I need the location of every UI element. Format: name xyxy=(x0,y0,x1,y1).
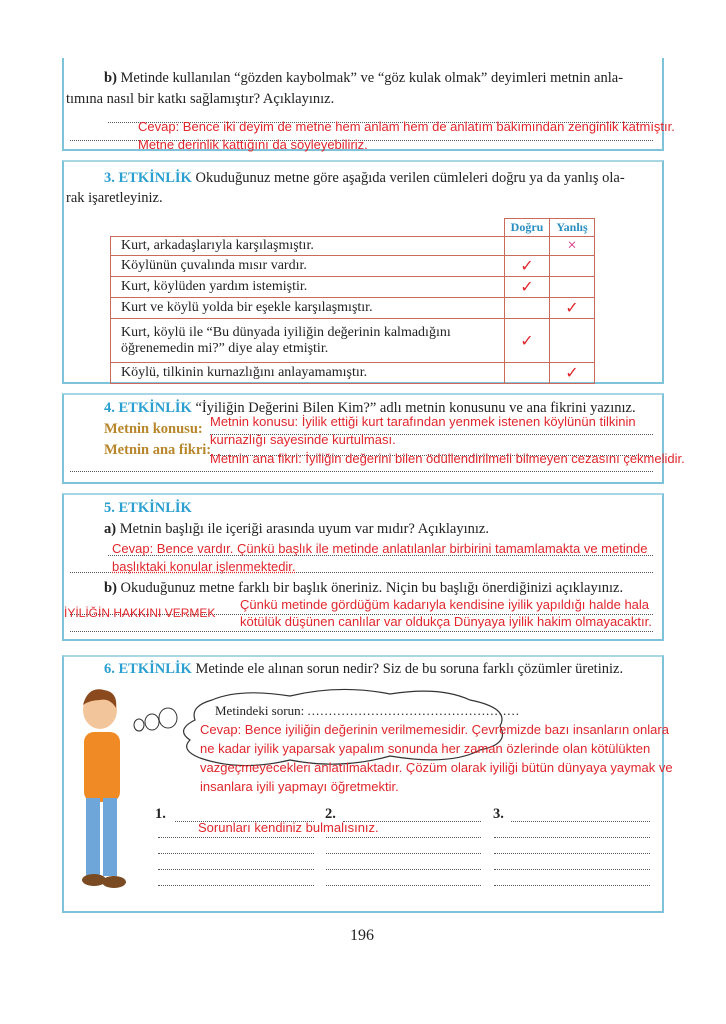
col-true-header: Doğru xyxy=(505,219,550,237)
table-row xyxy=(111,319,595,363)
answer-line xyxy=(70,631,653,632)
q-text: Metnin başlığı ile içeriği arasında uyum var mıdır? Açıklayınız. xyxy=(119,521,489,537)
cross-mark-icon: × xyxy=(567,237,577,254)
answer-text: Cevap: Bence iyiliğin değerinin verilmemesidir. Çevremizde bazı insanların onlara xyxy=(200,722,669,737)
answer-text: başlıktaki konular işlenmektedir. xyxy=(112,559,296,574)
activity-title: 3. ETKİNLİK xyxy=(104,170,192,186)
bubble-dot xyxy=(134,719,144,731)
statement xyxy=(111,237,505,256)
suggested-title: İYİLİĞİN HAKKINI VERMEK xyxy=(64,606,216,620)
answer-text: Sorunları kendiniz bulmalısınız. xyxy=(198,820,379,835)
label: b) xyxy=(104,70,117,86)
solution-number: 3. xyxy=(493,806,504,822)
check-mark-icon: ✓ xyxy=(565,300,579,317)
col-false-header: Yanlış xyxy=(550,219,595,237)
answer-text: Cevap: Bence iki deyim de metne hem anlam hem de anlatım bakımından zenginlik katmıştır. xyxy=(138,119,675,134)
solution-number: 2. xyxy=(325,806,336,822)
activity-title: 6. ETKİNLİK xyxy=(104,661,192,677)
answer-text: Çünkü metinde gördüğüm kadarıyla kendisine iyilik yapıldığı halde hala xyxy=(240,597,650,612)
cell-false[interactable] xyxy=(550,319,595,363)
cell-true[interactable] xyxy=(505,237,550,256)
cell-false[interactable] xyxy=(550,237,595,256)
q-text: Metinde kullanılan “gözden kaybolmak” ve “göz kulak olmak” deyimleri metnin anla- xyxy=(120,70,624,86)
answer-text: vazgeçmeyecekleri anlatılmaktadır. Çözüm olarak iyiliği bütün dünyaya yaymak ve xyxy=(200,760,673,775)
solution-line xyxy=(494,837,650,838)
table-row xyxy=(111,298,595,319)
answer-text: kurnazlığı sayesinde kurtulması. xyxy=(210,432,396,447)
solution-line xyxy=(494,869,650,870)
cell-true[interactable] xyxy=(505,319,550,363)
answer-line xyxy=(70,471,653,472)
answer-text: kötülük düşünen canlılar var oldukça Dünyaya iyilik hakim olmayacaktır. xyxy=(240,614,652,629)
topic-label: Metnin konusu: xyxy=(104,421,203,437)
solution-line xyxy=(158,885,314,886)
solution-line xyxy=(158,837,314,838)
activity-3-question xyxy=(104,170,625,187)
statement xyxy=(111,363,505,384)
cell-false[interactable] xyxy=(550,256,595,277)
q-text: Okuduğunuz metne göre aşağıda verilen cümleleri doğru ya da yanlış ola- xyxy=(195,170,625,186)
q-text: “İyiliğin Değerini Bilen Kim?” adlı metnin konusunu ve ana fikrini yazınız. xyxy=(195,400,636,416)
solution-line xyxy=(494,853,650,854)
bubble-text: Metindeki sorun: xyxy=(215,703,305,718)
bubble-label: Metindeki sorun: .................................................. xyxy=(215,703,520,718)
bubble-dot xyxy=(145,714,159,730)
boy-icon xyxy=(82,689,126,888)
cell-true[interactable] xyxy=(505,277,550,298)
q-text-2: rak işaretleyiniz. xyxy=(66,190,163,206)
activity-title: 5. ETKİNLİK xyxy=(104,500,192,516)
answer-text: Metne derinlik kattığını da söyleyebiliriz. xyxy=(138,137,368,152)
solution-line xyxy=(326,837,481,838)
question-2b xyxy=(104,70,623,87)
cell-false[interactable] xyxy=(550,298,595,319)
solution-line xyxy=(326,869,481,870)
cell-true[interactable] xyxy=(505,363,550,384)
table-row xyxy=(111,237,595,256)
check-mark-icon: ✓ xyxy=(565,365,579,382)
table-row xyxy=(111,363,595,384)
check-mark-icon: ✓ xyxy=(520,332,534,350)
statement-text: Kurt, köylüden yardım istemiştir. xyxy=(121,279,308,294)
page-number: 196 xyxy=(350,927,374,944)
solution-number: 1. xyxy=(155,806,166,822)
cell-false[interactable] xyxy=(550,277,595,298)
q-text: Metinde ele alınan sorun nedir? Siz de bu soruna farklı çözümler üretiniz. xyxy=(195,661,624,677)
label: b) xyxy=(104,580,117,596)
check-mark-icon: ✓ xyxy=(520,258,534,275)
solution-line xyxy=(326,885,481,886)
check-mark-icon: ✓ xyxy=(520,279,534,296)
cell-false[interactable] xyxy=(550,363,595,384)
table-row xyxy=(111,277,595,298)
answer-text: Cevap: Bence vardır. Çünkü başlık ile metinde anlatılanlar birbirini tamamlamakta ve metinde xyxy=(112,541,648,556)
statement xyxy=(111,277,505,298)
label: a) xyxy=(104,521,117,537)
question-5b xyxy=(104,580,623,597)
statement-text: Kurt, köylü ile “Bu dünyada iyiliğin değerinin kalmadığını xyxy=(121,324,451,340)
statement xyxy=(111,319,505,363)
statement xyxy=(111,256,505,277)
answer-text: ne kadar iyilik yaparsak yapalım sonunda her zaman özlerinde olan kötülükten xyxy=(200,741,651,756)
solution-line xyxy=(158,869,314,870)
statement-text: Köylü, tilkinin kurnazlığını anlayamamıştır. xyxy=(121,365,368,380)
q-text-2: tımına nasıl bir katkı sağlamıştır? Açıklayınız. xyxy=(66,91,335,107)
statement-text: Kurt, arkadaşlarıyla karşılaşmıştır. xyxy=(121,238,314,253)
statement-text: öğrenemedin mi?” diye alay etmiştir. xyxy=(121,340,329,356)
answer-text: Metnin konusu: İyilik ettiği kurt tarafından yenmek istenen köylünün tilkinin xyxy=(210,414,636,429)
main-idea-label: Metnin ana fikri: xyxy=(104,442,212,458)
activity-6-question xyxy=(104,661,623,678)
cell-true[interactable] xyxy=(505,298,550,319)
solution-line xyxy=(511,821,650,822)
activity-title: 4. ETKİNLİK xyxy=(104,400,192,416)
table-row xyxy=(111,256,595,277)
q-text: Okuduğunuz metne farklı bir başlık öneriniz. Niçin bu başlığı önerdiğinizi açıklayınız. xyxy=(120,580,624,596)
bubble-dot xyxy=(159,708,177,728)
cell-true[interactable] xyxy=(505,256,550,277)
solution-line xyxy=(494,885,650,886)
answer-text: insanlara iyili yapmayı öğretmektir. xyxy=(200,779,399,794)
solution-line xyxy=(158,853,314,854)
solution-line xyxy=(326,853,481,854)
statement xyxy=(111,298,505,319)
statement-text: Kurt ve köylü yolda bir eşekle karşılaşmıştır. xyxy=(121,300,373,315)
true-false-table xyxy=(110,218,595,384)
question-5a xyxy=(104,521,489,538)
answer-text: Metnin ana fikri: İyiliğin değerini bilen ödüllendirilmeli bilmeyen cezasını çekmelidir. xyxy=(210,451,685,466)
statement-text: Köylünün çuvalında mısır vardır. xyxy=(121,258,307,273)
